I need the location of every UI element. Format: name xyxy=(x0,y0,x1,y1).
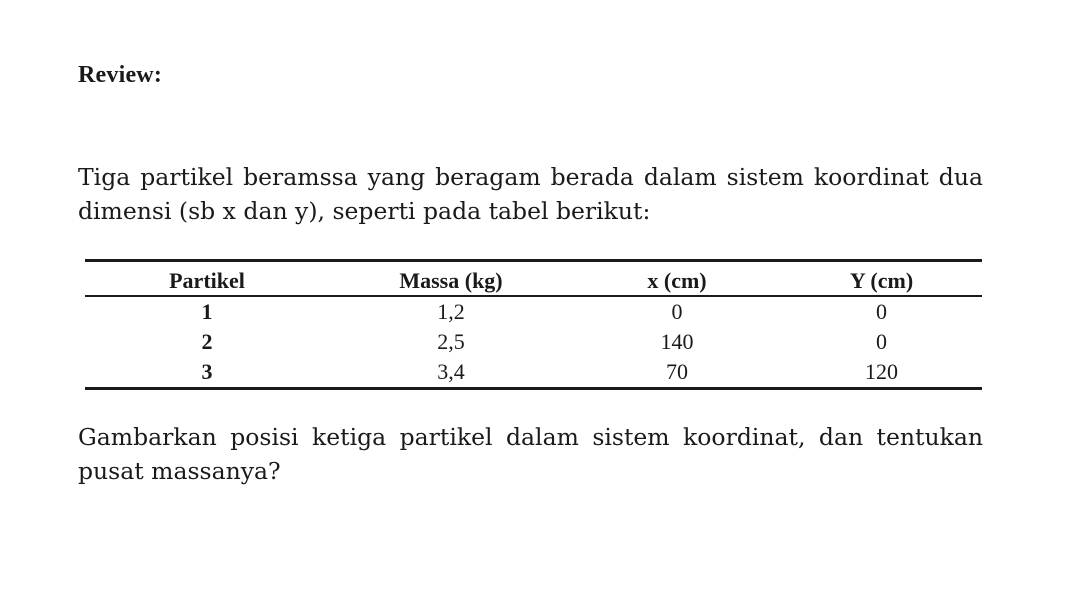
cell-y: 0 xyxy=(876,329,887,354)
cell-y: 0 xyxy=(876,299,887,324)
review-heading: Review: xyxy=(78,62,163,88)
table-row xyxy=(85,357,982,389)
intro-paragraph xyxy=(78,160,983,228)
cell-massa: 1,2 xyxy=(437,299,465,324)
header-x: x (cm) xyxy=(647,267,707,293)
question-paragraph xyxy=(78,420,983,488)
cell-x: 140 xyxy=(660,329,694,354)
cell-partikel: 1 xyxy=(201,299,213,324)
cell-partikel: 3 xyxy=(201,359,213,384)
header-partikel: Partikel xyxy=(169,267,245,293)
question-line-2: pusat massanya? xyxy=(78,457,281,485)
table-row xyxy=(85,327,982,357)
header-y: Y (cm) xyxy=(849,267,914,293)
particle-table xyxy=(85,259,982,390)
question-line-1: Gambarkan posisi ketiga partikel dalam sistem koordinat, dan tentukan xyxy=(78,423,983,451)
cell-x: 70 xyxy=(666,359,688,384)
cell-partikel: 2 xyxy=(201,329,213,354)
table-header-row xyxy=(85,261,982,297)
intro-line-1: Tiga partikel beramssa yang beragam berada dalam sistem koordinat dua xyxy=(78,163,983,191)
cell-massa: 3,4 xyxy=(437,359,465,384)
header-massa: Massa (kg) xyxy=(399,267,503,293)
table-row xyxy=(85,296,982,327)
intro-line-2: dimensi (sb x dan y), seperti pada tabel berikut: xyxy=(78,197,651,225)
cell-massa: 2,5 xyxy=(437,329,465,354)
cell-y: 120 xyxy=(865,359,898,384)
cell-x: 0 xyxy=(671,299,683,324)
